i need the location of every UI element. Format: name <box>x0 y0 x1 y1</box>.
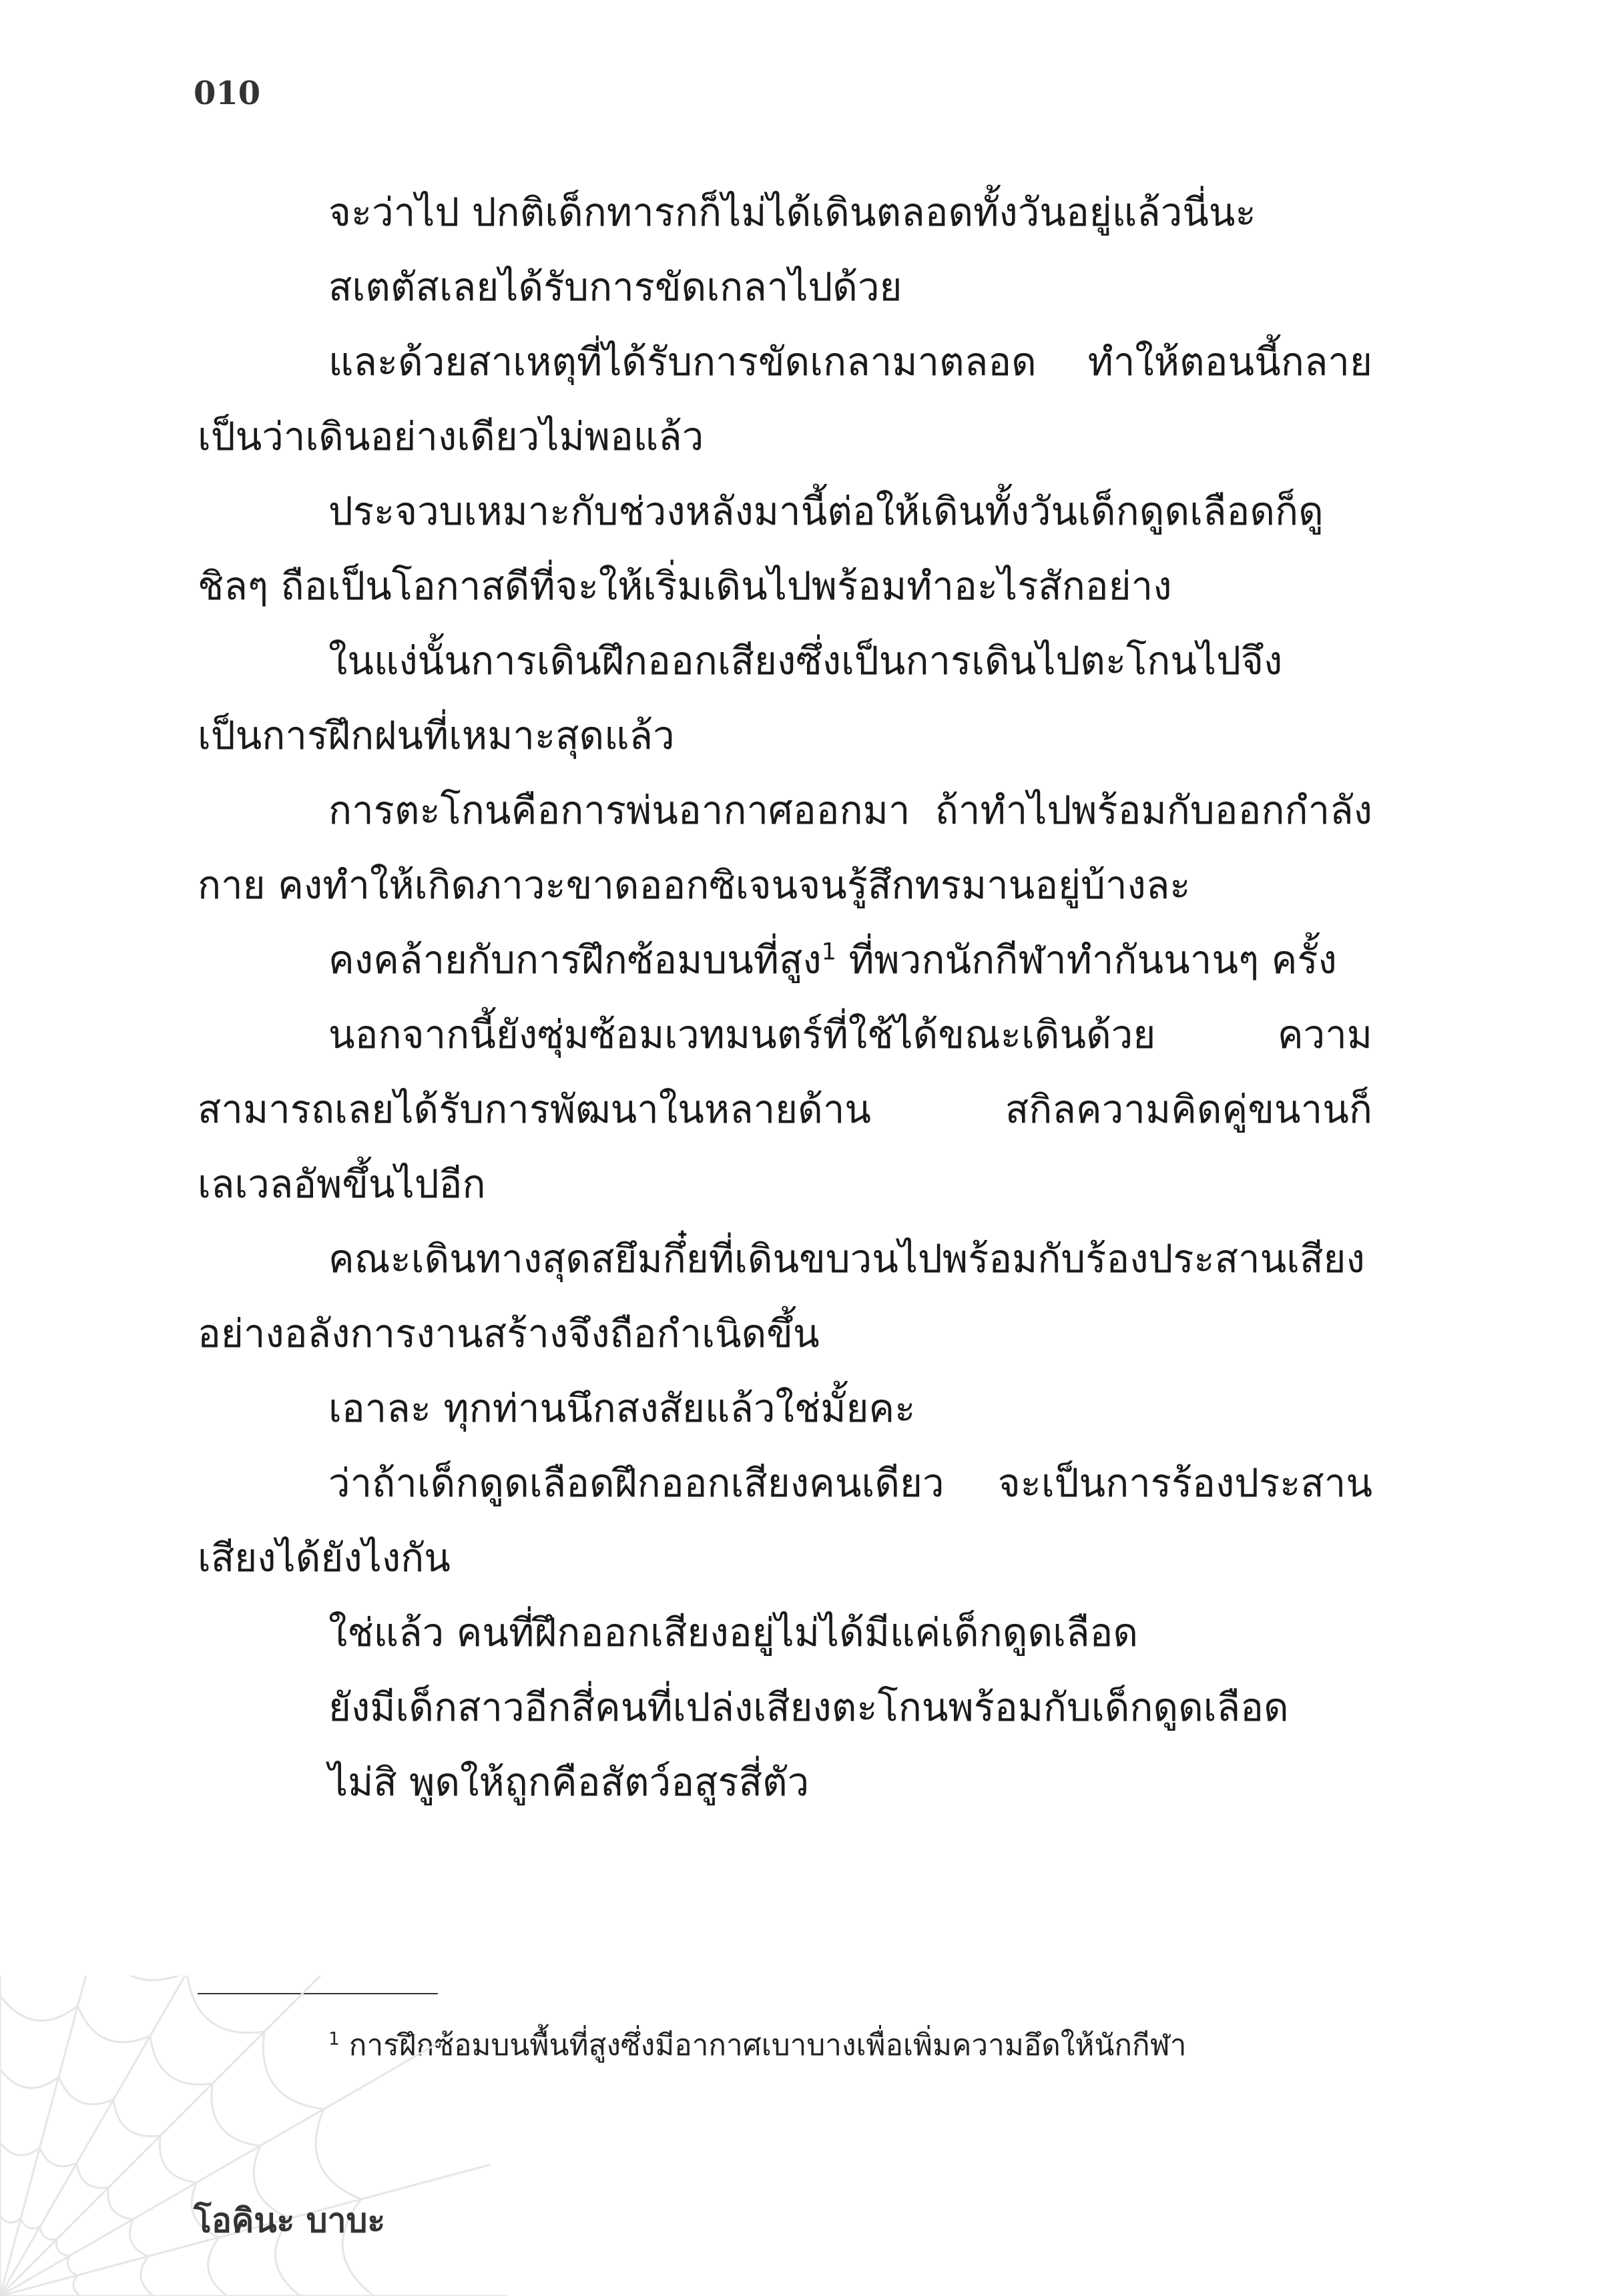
paragraph: สเตตัสเลยได้รับการขัดเกลาไปด้วย <box>328 264 902 310</box>
footnote-marker: 1 <box>328 2028 340 2050</box>
paragraph: ไม่สิ พูดให้ถูกคือสัตว์อสูรสี่ตัว <box>328 1759 810 1805</box>
paragraph-text: คงคล้ายกับการฝึกซ้อมบนที่สูง <box>328 937 822 982</box>
paragraph: จะว่าไป ปกติเด็กทารกก็ไม่ได้เดินตลอดทั้งวันอยู่แล้วนี่นะ <box>328 190 1256 235</box>
body-text <box>198 175 1372 1819</box>
spider-web-icon <box>0 1976 507 2296</box>
footnote-text: การฝึกซ้อมบนพื้นที่สูงซึ่งมีอากาศเบาบางเพื่อเพิ่มความอึดให้นักกีฬา <box>348 2028 1187 2062</box>
paragraph: ยังมีเด็กสาวอีกสี่คนที่เปล่งเสียงตะโกนพร้อมกับเด็กดูดเลือด <box>328 1685 1289 1730</box>
paragraph: การตะโกนคือการพ่นอากาศออกมา ถ้าทำไปพร้อมกับออกกำลังกาย คงทำให้เกิดภาวะขาดออกซิเจนจนรู้สึกทรมานอยู่บ้างละ <box>198 788 1372 908</box>
footnote-reference[interactable]: 1 <box>821 938 836 966</box>
paragraph-text: ที่พวกนักกีฬาทำกันนานๆ ครั้ง <box>836 937 1337 982</box>
paragraph: ใช่แล้ว คนที่ฝึกออกเสียงอยู่ไม่ได้มีแค่เด็กดูดเลือด <box>328 1610 1138 1655</box>
page-number: 010 <box>194 75 261 112</box>
author-name: โอคินะ บาบะ <box>194 2201 386 2240</box>
paragraph-with-footnote <box>198 922 1372 997</box>
paragraph: เอาละ ทุกท่านนึกสงสัยแล้วใช่มั้ยคะ <box>328 1386 916 1431</box>
paragraph: นอกจากนี้ยังซุ่มซ้อมเวทมนตร์ที่ใช้ได้ขณะเดินด้วย ความสามารถเลยได้รับการพัฒนาในหลายด้าน สกิลความคิดคู่ขนานก็เลเวลอัพขึ้นไปอีก <box>198 1012 1372 1207</box>
paragraph: และด้วยสาเหตุที่ได้รับการขัดเกลามาตลอด ทำให้ตอนนี้กลายเป็นว่าเดินอย่างเดียวไม่พอแล้ว <box>198 339 1372 459</box>
paragraph: ในแง่นั้นการเดินฝึกออกเสียงซึ่งเป็นการเดินไปตะโกนไปจึงเป็นการฝึกฝนที่เหมาะสุดแล้ว <box>198 638 1283 758</box>
paragraph: ประจวบเหมาะกับช่วงหลังมานี้ต่อให้เดินทั้งวันเด็กดูดเลือดก็ดูชิลๆ ถือเป็นโอกาสดีที่จะให้เริ่มเดินไปพร้อมทำอะไรสักอย่าง <box>198 489 1324 609</box>
paragraph: คณะเดินทางสุดสยึมกึ๋ยที่เดินขบวนไปพร้อมกับร้องประสานเสียงอย่างอลังการงานสร้างจึงถือกำเนิดขึ้น <box>198 1236 1365 1356</box>
paragraph: ว่าถ้าเด็กดูดเลือดฝึกออกเสียงคนเดียว จะเป็นการร้องประสานเสียงได้ยังไงกัน <box>198 1460 1372 1581</box>
